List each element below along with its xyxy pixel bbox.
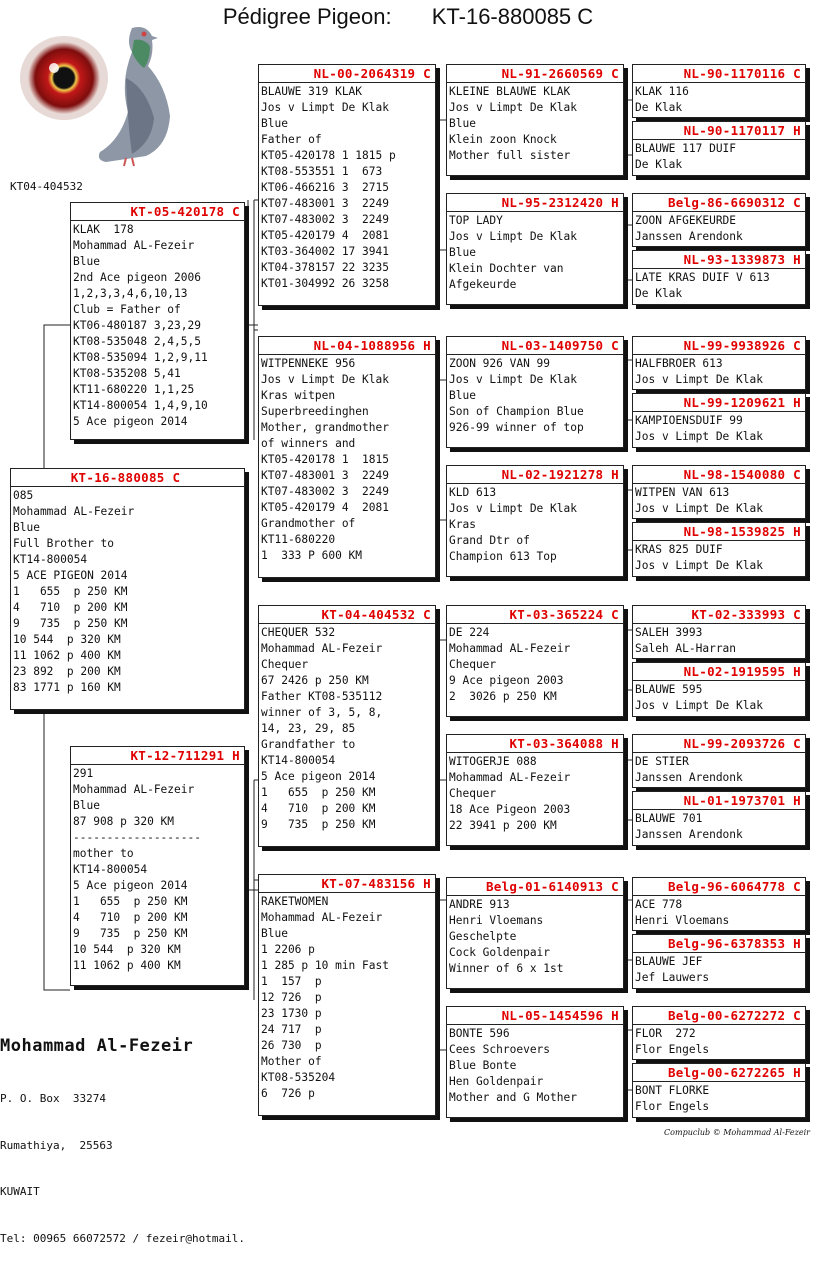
- detail-line: BLAUWE 319 KLAK: [261, 85, 363, 98]
- detail-line: of winners and: [261, 437, 356, 450]
- contact-line: Tel: 00965 66072572 / fezeir@hotmail.: [0, 1231, 246, 1245]
- detail-line: 4 710 p 200 KM: [261, 802, 376, 815]
- ring-number: NL-99-1209621 H: [683, 395, 801, 410]
- pedigree-box-gen4[interactable]: [446, 1006, 624, 1118]
- detail-line: DE 224: [449, 626, 490, 639]
- detail-line: 1 655 p 250 KM: [13, 585, 128, 598]
- detail-line: 10 544 p 320 KM: [13, 633, 121, 646]
- ring-number: KT-07-483156 H: [321, 876, 431, 891]
- detail-line: 926-99 winner of top: [449, 421, 584, 434]
- detail-line: Cees Schroevers: [449, 1043, 551, 1056]
- detail-line: BLAUWE JEF: [635, 955, 703, 968]
- detail-line: KT14-800054: [261, 754, 336, 767]
- detail-line: 10 544 p 320 KM: [73, 943, 181, 956]
- detail-line: 1 655 p 250 KM: [261, 786, 376, 799]
- detail-line: Jos v Limpt De Klak: [449, 502, 577, 515]
- detail-line: De Klak: [635, 158, 683, 171]
- detail-line: KT08-553551 1 673: [261, 165, 383, 178]
- detail-line: Mohammad AL-Fezeir: [73, 239, 195, 252]
- detail-line: KT01-304992 26 3258: [261, 277, 389, 290]
- detail-line: ZOON AFGEKEURDE: [635, 214, 737, 227]
- detail-line: Chequer: [261, 658, 309, 671]
- detail-line: ACE 778: [635, 898, 683, 911]
- detail-line: De Klak: [635, 101, 683, 114]
- detail-line: -------------------: [73, 831, 201, 844]
- pedigree-box-gen5[interactable]: [632, 250, 806, 305]
- detail-line: 5 Ace pigeon 2014: [73, 879, 188, 892]
- detail-line: 2 3026 p 250 KM: [449, 690, 557, 703]
- detail-line: 11 1062 p 400 KM: [73, 959, 181, 972]
- pedigree-box-sire[interactable]: [70, 202, 245, 440]
- breeder-contact: [0, 1060, 245, 1262]
- ring-number: Belg-96-6378353 H: [667, 936, 801, 951]
- detail-line: De Klak: [635, 287, 683, 300]
- pedigree-box-gen5[interactable]: [632, 193, 806, 247]
- detail-line: Jos v Limpt De Klak: [635, 559, 763, 572]
- detail-line: 291: [73, 767, 94, 780]
- detail-line: KT08-535048 2,4,5,5: [73, 335, 201, 348]
- detail-line: 1 285 p 10 min Fast: [261, 959, 389, 972]
- ring-number: NL-05-1454596 H: [501, 1008, 619, 1023]
- pedigree-box-gen5[interactable]: [632, 64, 806, 118]
- detail-line: 11 1062 p 400 KM: [13, 649, 121, 662]
- pedigree-box-subject[interactable]: [10, 468, 245, 710]
- ring-number: KT-16-880085 C: [70, 470, 181, 485]
- detail-line: KT03-364002 17 3941: [261, 245, 389, 258]
- pedigree-box-dam-dam[interactable]: [258, 874, 436, 1116]
- detail-line: LATE KRAS DUIF V 613: [635, 271, 770, 284]
- ring-number: NL-99-9938926 C: [683, 338, 801, 353]
- detail-line: Club = Father of: [73, 303, 181, 316]
- pedigree-box-gen5[interactable]: [632, 934, 806, 989]
- detail-line: Blue: [449, 117, 476, 130]
- detail-line: WITOGERJE 088: [449, 755, 537, 768]
- detail-line: KT08-535094 1,2,9,11: [73, 351, 208, 364]
- detail-line: Flor Engels: [635, 1043, 710, 1056]
- pedigree-box-gen5[interactable]: [632, 522, 806, 577]
- ring-number: NL-02-1921278 H: [501, 467, 619, 482]
- detail-line: 5 Ace pigeon 2014: [261, 770, 376, 783]
- detail-line: Jos v Limpt De Klak: [261, 101, 389, 114]
- detail-line: Mohammad AL-Fezeir: [261, 911, 383, 924]
- detail-line: Chequer: [449, 787, 497, 800]
- detail-line: KLEINE BLAUWE KLAK: [449, 85, 571, 98]
- detail-line: Father of: [261, 133, 322, 146]
- detail-line: KLAK 178: [73, 223, 134, 236]
- detail-line: KT05-420178 1 1815 p: [261, 149, 396, 162]
- detail-line: 9 Ace pigeon 2003: [449, 674, 564, 687]
- detail-line: Jef Lauwers: [635, 971, 710, 984]
- detail-line: Blue: [13, 521, 40, 534]
- pedigree-box-gen4[interactable]: [446, 465, 624, 577]
- pedigree-box-gen4[interactable]: [446, 605, 624, 717]
- detail-line: 87 908 p 320 KM: [73, 815, 175, 828]
- detail-line: BLAUWE 595: [635, 683, 703, 696]
- detail-line: Janssen Arendonk: [635, 828, 743, 841]
- ring-number: NL-00-2064319 C: [313, 66, 431, 81]
- detail-line: 1 333 P 600 KM: [261, 549, 363, 562]
- detail-line: 2nd Ace pigeon 2006: [73, 271, 201, 284]
- ring-number: NL-95-2312420 H: [501, 195, 619, 210]
- logo-caption: KT04-404532: [10, 180, 83, 193]
- pedigree-box-gen5[interactable]: [632, 877, 806, 931]
- detail-line: BLAUWE 117 DUIF: [635, 142, 737, 155]
- detail-line: Kras witpen: [261, 389, 336, 402]
- detail-line: 26 730 p: [261, 1039, 322, 1052]
- detail-line: Mohammad AL-Fezeir: [73, 783, 195, 796]
- detail-line: RAKETWOMEN: [261, 895, 329, 908]
- pedigree-box-sire-sire[interactable]: [258, 64, 436, 306]
- detail-line: Full Brother to: [13, 537, 115, 550]
- box-details: [11, 488, 244, 696]
- pedigree-box-gen5[interactable]: [632, 465, 806, 519]
- detail-line: 5 Ace pigeon 2014: [73, 415, 188, 428]
- contact-line: P. O. Box 33274: [0, 1092, 106, 1105]
- detail-line: 4 710 p 200 KM: [73, 911, 188, 924]
- ring-number: NL-02-1919595 H: [683, 664, 801, 679]
- detail-line: Jos v Limpt De Klak: [449, 230, 577, 243]
- detail-line: KT11-680220 1,1,25: [73, 383, 195, 396]
- detail-line: 1,2,3,3,4,6,10,13: [73, 287, 188, 300]
- title-ring-number: KT-16-880085 C: [431, 4, 594, 29]
- ring-number: NL-98-1540080 C: [683, 467, 801, 482]
- breeder-name: Mohammad Al-Fezeir: [0, 1036, 194, 1056]
- pedigree-box-dam-sire[interactable]: [258, 605, 436, 847]
- pedigree-box-gen5[interactable]: [632, 121, 806, 176]
- detail-line: KT07-483001 3 2249: [261, 469, 389, 482]
- detail-line: Flor Engels: [635, 1100, 710, 1113]
- detail-line: KT14-800054: [73, 863, 148, 876]
- ring-number: NL-04-1088956 H: [313, 338, 431, 353]
- pedigree-box-gen5[interactable]: [632, 336, 806, 390]
- ring-number: KT-03-364088 H: [509, 736, 619, 751]
- detail-line: SALEH 3993: [635, 626, 703, 639]
- detail-line: Blue Bonte: [449, 1059, 517, 1072]
- detail-line: 6 726 p: [261, 1087, 315, 1100]
- detail-line: BLAUWE 701: [635, 812, 703, 825]
- detail-line: Grand Dtr of: [449, 534, 530, 547]
- detail-line: CHEQUER 532: [261, 626, 336, 639]
- detail-line: Grandfather to: [261, 738, 356, 751]
- pedigree-box-gen5[interactable]: [632, 1006, 806, 1060]
- detail-line: Hen Goldenpair: [449, 1075, 544, 1088]
- pedigree-box-gen4[interactable]: [446, 877, 624, 989]
- detail-line: ZOON 926 VAN 99: [449, 357, 551, 370]
- detail-line: Janssen Arendonk: [635, 771, 743, 784]
- detail-line: Geschelpte: [449, 930, 517, 943]
- detail-line: Winner of 6 x 1st: [449, 962, 564, 975]
- detail-line: Blue: [449, 389, 476, 402]
- detail-line: Mother full sister: [449, 149, 571, 162]
- ring-number: NL-90-1170116 C: [683, 66, 801, 81]
- pedigree-box-gen4[interactable]: [446, 193, 624, 305]
- ring-number: KT-02-333993 C: [691, 607, 801, 622]
- detail-line: 9 735 p 250 KM: [73, 927, 188, 940]
- ring-number: NL-99-2093726 C: [683, 736, 801, 751]
- detail-line: Blue: [73, 799, 100, 812]
- detail-line: KT04-378157 22 3235: [261, 261, 389, 274]
- detail-line: KAMPIOENSDUIF 99: [635, 414, 743, 427]
- detail-line: ANDRE 913: [449, 898, 510, 911]
- detail-line: Blue: [261, 117, 288, 130]
- detail-line: Janssen Arendonk: [635, 230, 743, 243]
- detail-line: 5 ACE PIGEON 2014: [13, 569, 128, 582]
- pedigree-box-gen4[interactable]: [446, 64, 624, 176]
- pedigree-box-gen5[interactable]: [632, 605, 806, 659]
- detail-line: BONT FLORKE: [635, 1084, 710, 1097]
- pedigree-box-gen4[interactable]: [446, 734, 624, 846]
- contact-line: Rumathiya, 25563: [0, 1138, 113, 1152]
- detail-line: Mohammad AL-Fezeir: [261, 642, 383, 655]
- detail-line: KT11-680220: [261, 533, 336, 546]
- detail-line: 67 2426 p 250 KM: [261, 674, 369, 687]
- detail-line: Son of Champion Blue: [449, 405, 584, 418]
- pedigree-box-sire-dam[interactable]: [258, 336, 436, 578]
- pedigree-box-gen5[interactable]: [632, 393, 806, 448]
- detail-line: Chequer: [449, 658, 497, 671]
- detail-line: KT07-483001 3 2249: [261, 197, 389, 210]
- pedigree-box-gen5[interactable]: [632, 662, 806, 717]
- detail-line: Jos v Limpt De Klak: [635, 699, 763, 712]
- detail-line: DE STIER: [635, 755, 689, 768]
- detail-line: Mohammad AL-Fezeir: [13, 505, 135, 518]
- detail-line: KT05-420179 4 2081: [261, 501, 389, 514]
- detail-line: winner of 3, 5, 8,: [261, 706, 383, 719]
- detail-line: Mohammad AL-Fezeir: [449, 642, 571, 655]
- detail-line: Klein zoon Knock: [449, 133, 557, 146]
- detail-line: WITPENNEKE 956: [261, 357, 356, 370]
- detail-line: 085: [13, 489, 34, 502]
- ring-number: NL-93-1339873 H: [683, 252, 801, 267]
- detail-line: BONTE 596: [449, 1027, 510, 1040]
- detail-line: Jos v Limpt De Klak: [449, 101, 577, 114]
- detail-line: Saleh AL-Harran: [635, 642, 737, 655]
- detail-line: KLAK 116: [635, 85, 689, 98]
- detail-line: Mother, grandmother: [261, 421, 389, 434]
- detail-line: 9 735 p 250 KM: [261, 818, 376, 831]
- detail-line: Grandmother of: [261, 517, 356, 530]
- detail-line: Kras: [449, 518, 476, 531]
- detail-line: Blue: [449, 246, 476, 259]
- detail-line: Jos v Limpt De Klak: [261, 373, 389, 386]
- detail-line: Mohammad AL-Fezeir: [449, 771, 571, 784]
- pedigree-box-gen5[interactable]: [632, 734, 806, 788]
- detail-line: Jos v Limpt De Klak: [635, 502, 763, 515]
- ring-number: NL-98-1539825 H: [683, 524, 801, 539]
- detail-line: Jos v Limpt De Klak: [449, 373, 577, 386]
- detail-line: KT08-535208 5,41: [73, 367, 181, 380]
- detail-line: Blue: [73, 255, 100, 268]
- detail-line: 23 1730 p: [261, 1007, 322, 1020]
- detail-line: KT05-420178 1 1815: [261, 453, 389, 466]
- detail-line: 9 735 p 250 KM: [13, 617, 128, 630]
- detail-line: TOP LADY: [449, 214, 503, 227]
- detail-line: Mother and G Mother: [449, 1091, 577, 1104]
- pedigree-box-dam[interactable]: [70, 746, 245, 986]
- ring-number: KT-04-404532 C: [321, 607, 431, 622]
- ring-number: KT-03-365224 C: [509, 607, 619, 622]
- ring-number: KT-12-711291 H: [130, 748, 240, 763]
- ring-number: Belg-00-6272272 C: [667, 1008, 801, 1023]
- detail-line: KT06-466216 3 2715: [261, 181, 389, 194]
- detail-line: 12 726 p: [261, 991, 322, 1004]
- detail-line: 83 1771 p 160 KM: [13, 681, 121, 694]
- detail-line: Jos v Limpt De Klak: [635, 430, 763, 443]
- detail-line: Superbreedinghen: [261, 405, 369, 418]
- ring-number: Belg-96-6064778 C: [667, 879, 801, 894]
- detail-line: FLOR 272: [635, 1027, 696, 1040]
- pigeon-eye-logo-image: [14, 18, 174, 168]
- detail-line: Klein Dochter van: [449, 262, 564, 275]
- detail-line: KT07-483002 3 2249: [261, 485, 389, 498]
- ring-number: NL-91-2660569 C: [501, 66, 619, 81]
- detail-line: Cock Goldenpair: [449, 946, 551, 959]
- detail-line: KT08-535204: [261, 1071, 336, 1084]
- detail-line: Afgekeurde: [449, 278, 517, 291]
- detail-line: KRAS 825 DUIF: [635, 543, 723, 556]
- detail-line: KLD 613: [449, 486, 497, 499]
- detail-line: KT06-480187 3,23,29: [73, 319, 201, 332]
- detail-line: Father KT08-535112: [261, 690, 383, 703]
- ring-number: KT-05-420178 C: [130, 204, 240, 219]
- detail-line: KT14-800054 1,4,9,10: [73, 399, 208, 412]
- ring-number: NL-90-1170117 H: [683, 123, 801, 138]
- detail-line: WITPEN VAN 613: [635, 486, 730, 499]
- detail-line: Champion 613 Top: [449, 550, 557, 563]
- software-credit: Compuclub © Mohammad Al-Fezeir: [664, 1128, 810, 1137]
- detail-line: 4 710 p 200 KM: [13, 601, 128, 614]
- detail-line: Jos v Limpt De Klak: [635, 373, 763, 386]
- detail-line: HALFBROER 613: [635, 357, 723, 370]
- title-label: Pédigree Pigeon:: [222, 4, 392, 29]
- detail-line: KT07-483002 3 2249: [261, 213, 389, 226]
- detail-line: KT05-420179 4 2081: [261, 229, 389, 242]
- ring-number: Belg-00-6272265 H: [667, 1065, 801, 1080]
- detail-line: 18 Ace Pigeon 2003: [449, 803, 571, 816]
- detail-line: Blue: [261, 927, 288, 940]
- detail-line: Mother of: [261, 1055, 322, 1068]
- contact-line: KUWAIT: [0, 1185, 40, 1198]
- detail-line: Henri Vloemans: [449, 914, 544, 927]
- ring-number: NL-03-1409750 C: [501, 338, 619, 353]
- detail-line: 23 892 p 200 KM: [13, 665, 121, 678]
- detail-line: 1 2206 p: [261, 943, 315, 956]
- detail-line: Henri Vloemans: [635, 914, 730, 927]
- detail-line: 1 655 p 250 KM: [73, 895, 188, 908]
- ring-number: NL-01-1973701 H: [683, 793, 801, 808]
- detail-line: 1 157 p: [261, 975, 322, 988]
- pedigree-box-gen5[interactable]: [632, 791, 806, 846]
- detail-line: 24 717 p: [261, 1023, 322, 1036]
- pedigree-box-gen5[interactable]: [632, 1063, 806, 1118]
- detail-line: 14, 23, 29, 85: [261, 722, 356, 735]
- ring-number: Belg-86-6690312 C: [667, 195, 801, 210]
- detail-line: 22 3941 p 200 KM: [449, 819, 557, 832]
- detail-line: KT14-800054: [13, 553, 88, 566]
- detail-line: mother to: [73, 847, 134, 860]
- pedigree-box-gen4[interactable]: [446, 336, 624, 448]
- ring-number: Belg-01-6140913 C: [485, 879, 619, 894]
